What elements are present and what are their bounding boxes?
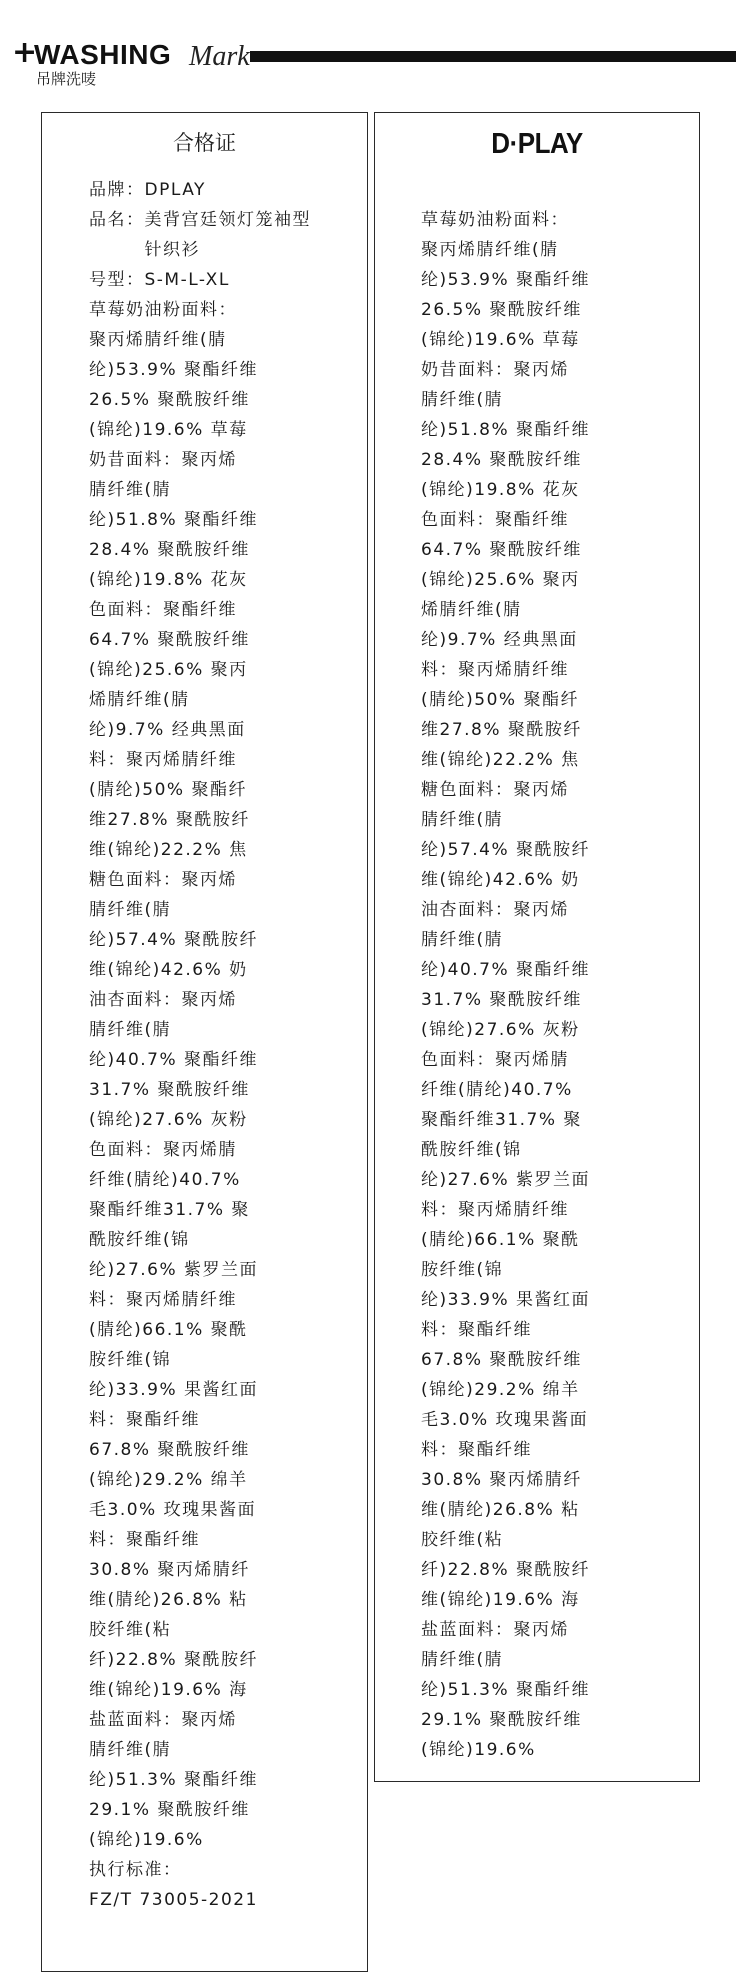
certificate-body xyxy=(89,175,329,1915)
section-title-script: Mark xyxy=(189,41,250,72)
product-name-label: 品名： xyxy=(89,210,145,230)
size-row xyxy=(89,265,329,295)
section-header xyxy=(12,34,738,94)
plus-icon: + xyxy=(12,35,38,70)
product-name-row xyxy=(89,205,329,265)
brand-row xyxy=(89,175,329,205)
brand-logo: D·PLAY xyxy=(491,126,583,160)
standard-label: 执行标准： xyxy=(89,1860,182,1880)
fabric-composition: 草莓奶油粉面料： 聚丙烯腈纤维(腈 纶)53.9% 聚酯纤维 26.5% 聚酰胺纤维 (锦纶)19.6% 草莓 奶昔面料：聚丙烯 腈纤维(腈 纶)51.8% 聚酯纤维 28.4% 聚酰胺纤维 (锦纶)19.8% 花灰 色面料：聚酯纤维 64.7% 聚酰胺纤维 (锦纶)25.6% 聚丙 烯腈纤维(腈 纶)9.7% 经典黑面 料：聚丙烯腈纤维 (腈纶)50% 聚酯纤 维27.8% 聚酰胺纤 维(锦纶)22.2% 焦 糖色面料：聚丙烯 腈纤维(腈 纶)57.4% 聚酰胺纤 维(锦纶)42.6% 奶 油杏面料：聚丙烯 腈纤维(腈 纶)40.7% 聚酯纤维 31.7% 聚酰胺纤维 (锦纶)27.6% 灰粉 色面料：聚丙烯腈 纤维(腈纶)40.7% 聚酯纤维31.7% 聚 酰胺纤维(锦 纶)27.6% 紫罗兰面 料：聚丙烯腈纤维 (腈纶)66.1% 聚酰 胺纤维(锦 纶)33.9% 果酱红面 料：聚酯纤维 67.8% 聚酰胺纤维 (锦纶)29.2% 绵羊 毛3.0% 玫瑰果酱面 料：聚酯纤维 30.8% 聚丙烯腈纤 维(腈纶)26.8% 粘 胶纤维(粘 纤)22.8% 聚酰胺纤 维(锦纶)19.6% 海 盐蓝面料：聚丙烯 腈纤维(腈 纶)51.3% 聚酯纤维 29.1% 聚酰胺纤维 (锦纶)19.6% xyxy=(421,210,591,1760)
brand-value: DPLAY xyxy=(144,180,206,200)
size-label: 号型： xyxy=(89,270,145,290)
product-name-value: 美背宫廷领灯笼袖型针织衫 xyxy=(144,210,311,260)
wash-label-tag xyxy=(374,112,700,1782)
header-divider-bar xyxy=(250,51,736,62)
standard-value: FZ/T 73005-2021 xyxy=(89,1890,258,1910)
size-value: S-M-L-XL xyxy=(144,270,230,290)
certificate-title: 合格证 xyxy=(173,131,236,155)
brand-label: 品牌： xyxy=(89,180,145,200)
section-title: WASHING xyxy=(34,39,172,70)
certificate-tag xyxy=(41,112,368,1972)
section-subtitle: 吊牌洗唛 xyxy=(36,70,97,88)
fabric-composition: 草莓奶油粉面料： 聚丙烯腈纤维(腈 纶)53.9% 聚酯纤维 26.5% 聚酰胺纤维 (锦纶)19.6% 草莓 奶昔面料：聚丙烯 腈纤维(腈 纶)51.8% 聚酯纤维 28.4% 聚酰胺纤维 (锦纶)19.8% 花灰 色面料：聚酯纤维 64.7% 聚酰胺纤维 (锦纶)25.6% 聚丙 烯腈纤维(腈 纶)9.7% 经典黑面 料：聚丙烯腈纤维 (腈纶)50% 聚酯纤 维27.8% 聚酰胺纤 维(锦纶)22.2% 焦 糖色面料：聚丙烯 腈纤维(腈 纶)57.4% 聚酰胺纤 维(锦纶)42.6% 奶 油杏面料：聚丙烯 腈纤维(腈 纶)40.7% 聚酯纤维 31.7% 聚酰胺纤维 (锦纶)27.6% 灰粉 色面料：聚丙烯腈 纤维(腈纶)40.7% 聚酯纤维31.7% 聚 酰胺纤维(锦 纶)27.6% 紫罗兰面 料：聚丙烯腈纤维 (腈纶)66.1% 聚酰 胺纤维(锦 纶)33.9% 果酱红面 料：聚酯纤维 67.8% 聚酰胺纤维 (锦纶)29.2% 绵羊 毛3.0% 玫瑰果酱面 料：聚酯纤维 30.8% 聚丙烯腈纤 维(腈纶)26.8% 粘 胶纤维(粘 纤)22.8% 聚酰胺纤 维(锦纶)19.6% 海 盐蓝面料：聚丙烯 腈纤维(腈 纶)51.3% 聚酯纤维 29.1% 聚酰胺纤维 (锦纶)19.6% xyxy=(89,300,259,1850)
